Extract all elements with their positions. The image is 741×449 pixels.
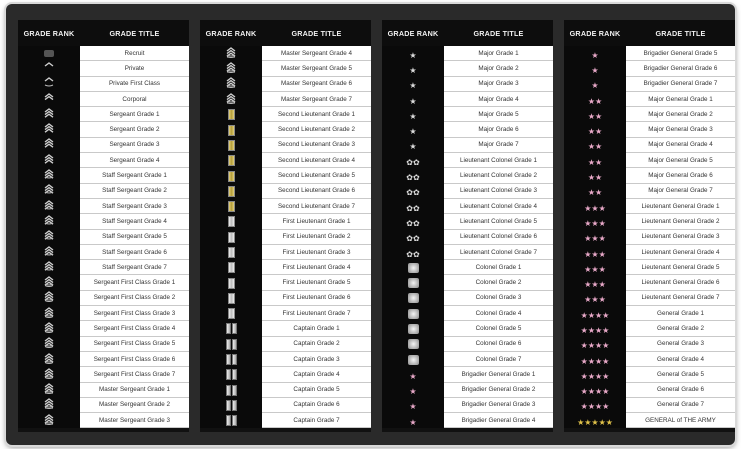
grade-title: Captain Grade 5 bbox=[262, 383, 371, 398]
single-star-icon: ★ bbox=[409, 402, 417, 412]
oak-leaf-icon: ★ bbox=[409, 81, 417, 91]
double-oak-leaf-icon: ✿✿ bbox=[406, 157, 420, 167]
grade-title-header: GRADE TITLE bbox=[291, 28, 342, 38]
grade-title-header: GRADE TITLE bbox=[473, 28, 524, 38]
grade-title: Major General Grade 5 bbox=[626, 153, 735, 168]
gold-bar-icon bbox=[228, 155, 235, 166]
grade-rank-header: GRADE RANK bbox=[569, 28, 621, 38]
four-stars-icon: ★★★★ bbox=[580, 387, 610, 397]
grade-title: First Lieutenant Grade 2 bbox=[262, 230, 371, 245]
table-row bbox=[200, 275, 371, 290]
rank-insignia bbox=[382, 321, 444, 336]
table-row bbox=[200, 306, 371, 321]
grade-title: Staff Sergeant Grade 2 bbox=[80, 184, 189, 199]
three-stars-icon: ★★★ bbox=[584, 218, 606, 228]
double-oak-leaf-icon: ✿✿ bbox=[406, 234, 420, 244]
grade-title: Staff Sergeant Grade 7 bbox=[80, 260, 189, 275]
silver-bar-icon bbox=[228, 308, 235, 319]
eagle-icon bbox=[408, 339, 419, 349]
table-row bbox=[200, 291, 371, 306]
rank-insignia bbox=[200, 138, 262, 153]
grade-title: Lieutenant Colonel Grade 6 bbox=[444, 230, 553, 245]
table-row bbox=[200, 184, 371, 199]
rank-rows bbox=[18, 46, 189, 432]
panel-header bbox=[564, 20, 735, 46]
grade-title: Master Sergeant Grade 1 bbox=[80, 383, 189, 398]
table-row bbox=[382, 398, 553, 413]
gold-bar-icon bbox=[228, 186, 235, 197]
grade-title: General Grade 4 bbox=[626, 352, 735, 367]
grade-title: Second Lieutenant Grade 7 bbox=[262, 199, 371, 214]
rank-panel-3 bbox=[382, 20, 553, 432]
panel-header bbox=[18, 20, 189, 46]
grade-title: Sergeant First Class Grade 6 bbox=[80, 352, 189, 367]
single-star-icon: ★ bbox=[591, 81, 599, 91]
oak-leaf-icon: ★ bbox=[409, 96, 417, 106]
grade-title: Brigadier General Grade 2 bbox=[444, 383, 553, 398]
table-row bbox=[200, 107, 371, 122]
grade-title: Major Grade 6 bbox=[444, 122, 553, 137]
three-stars-icon: ★★★ bbox=[584, 280, 606, 290]
grade-title: Colonel Grade 5 bbox=[444, 321, 553, 336]
grade-title: Staff Sergeant Grade 3 bbox=[80, 199, 189, 214]
table-row bbox=[382, 46, 553, 61]
grade-title: Master Sergeant Grade 2 bbox=[80, 398, 189, 413]
table-row bbox=[564, 46, 735, 61]
rank-insignia bbox=[200, 291, 262, 306]
grade-title: Staff Sergeant Grade 5 bbox=[80, 230, 189, 245]
table-row bbox=[382, 245, 553, 260]
grade-title: Major General Grade 4 bbox=[626, 138, 735, 153]
oak-leaf-icon: ★ bbox=[409, 142, 417, 152]
grade-title: Staff Sergeant Grade 4 bbox=[80, 214, 189, 229]
table-row bbox=[200, 214, 371, 229]
grade-title: Sergeant Grade 1 bbox=[80, 107, 189, 122]
rank-insignia bbox=[200, 275, 262, 290]
table-row bbox=[200, 413, 371, 428]
oak-leaf-icon: ★ bbox=[409, 111, 417, 121]
table-row bbox=[200, 122, 371, 137]
four-stars-icon: ★★★★ bbox=[580, 310, 610, 320]
table-row bbox=[564, 61, 735, 76]
grade-title: First Lieutenant Grade 1 bbox=[262, 214, 371, 229]
oak-leaf-icon: ★ bbox=[409, 65, 417, 75]
grade-title: Second Lieutenant Grade 5 bbox=[262, 168, 371, 183]
rank-insignia bbox=[200, 398, 262, 413]
rank-insignia bbox=[382, 337, 444, 352]
grade-title: Sergeant First Class Grade 2 bbox=[80, 291, 189, 306]
grade-title: Lieutenant Colonel Grade 5 bbox=[444, 214, 553, 229]
single-star-icon: ★ bbox=[409, 387, 417, 397]
two-stars-icon: ★★ bbox=[587, 142, 603, 152]
grade-title-header: GRADE TITLE bbox=[109, 28, 160, 38]
rank-insignia bbox=[200, 383, 262, 398]
grade-title: Master Sergeant Grade 3 bbox=[80, 413, 189, 428]
silver-bar-icon bbox=[228, 232, 235, 243]
grade-title: Captain Grade 2 bbox=[262, 337, 371, 352]
grade-title: Master Sergeant Grade 5 bbox=[262, 61, 371, 76]
double-bar-icon bbox=[226, 400, 237, 411]
grade-title: Lieutenant General Grade 5 bbox=[626, 260, 735, 275]
grade-title: Lieutenant General Grade 3 bbox=[626, 230, 735, 245]
rank-insignia bbox=[382, 413, 444, 428]
double-bar-icon bbox=[226, 385, 237, 396]
table-row bbox=[200, 153, 371, 168]
rank-insignia bbox=[200, 153, 262, 168]
grade-title: Captain Grade 1 bbox=[262, 321, 371, 336]
oak-leaf-icon: ★ bbox=[409, 50, 417, 60]
rank-insignia bbox=[200, 260, 262, 275]
rank-panel-4 bbox=[564, 20, 735, 432]
grade-title: General Grade 7 bbox=[626, 398, 735, 413]
grade-title: Master Sergeant Grade 4 bbox=[262, 46, 371, 61]
table-row bbox=[200, 230, 371, 245]
grade-title: Lieutenant Colonel Grade 2 bbox=[444, 168, 553, 183]
table-row bbox=[200, 245, 371, 260]
grade-title: Lieutenant General Grade 6 bbox=[626, 275, 735, 290]
silver-bar-icon bbox=[228, 278, 235, 289]
table-row bbox=[382, 321, 553, 336]
two-stars-icon: ★★ bbox=[587, 173, 603, 183]
double-oak-leaf-icon: ✿✿ bbox=[406, 188, 420, 198]
rank-insignia bbox=[382, 291, 444, 306]
rank-rows bbox=[200, 46, 371, 432]
grade-title: General Grade 5 bbox=[626, 367, 735, 382]
table-row bbox=[200, 337, 371, 352]
grade-title: Lieutenant General Grade 7 bbox=[626, 291, 735, 306]
grade-title: Lieutenant General Grade 1 bbox=[626, 199, 735, 214]
three-stars-icon: ★★★ bbox=[584, 249, 606, 259]
oak-leaf-icon: ★ bbox=[409, 127, 417, 137]
grade-title: Private bbox=[80, 61, 189, 76]
grade-title: Lieutenant General Grade 4 bbox=[626, 245, 735, 260]
rank-insignia bbox=[200, 92, 262, 107]
eagle-icon bbox=[408, 309, 419, 319]
rank-panels bbox=[18, 20, 735, 432]
table-row bbox=[200, 398, 371, 413]
table-row bbox=[382, 352, 553, 367]
grade-title: Second Lieutenant Grade 6 bbox=[262, 184, 371, 199]
grade-title: Major General Grade 3 bbox=[626, 122, 735, 137]
grade-title: Sergeant First Class Grade 3 bbox=[80, 306, 189, 321]
grade-title: Private First Class bbox=[80, 77, 189, 92]
grade-title: Staff Sergeant Grade 1 bbox=[80, 168, 189, 183]
grade-title: Major Grade 4 bbox=[444, 92, 553, 107]
grade-title: Lieutenant General Grade 2 bbox=[626, 214, 735, 229]
eagle-icon bbox=[408, 293, 419, 303]
single-star-icon: ★ bbox=[409, 417, 417, 427]
rank-insignia bbox=[200, 107, 262, 122]
grade-title: General Grade 2 bbox=[626, 321, 735, 336]
grade-title: Corporal bbox=[80, 92, 189, 107]
table-row bbox=[382, 77, 553, 92]
rank-rows bbox=[382, 46, 553, 432]
two-stars-icon: ★★ bbox=[587, 96, 603, 106]
grade-title: Captain Grade 7 bbox=[262, 413, 371, 428]
table-row bbox=[200, 199, 371, 214]
double-oak-leaf-icon: ✿✿ bbox=[406, 218, 420, 228]
silver-bar-icon bbox=[228, 293, 235, 304]
double-oak-leaf-icon: ✿✿ bbox=[406, 173, 420, 183]
table-row bbox=[382, 92, 553, 107]
gold-bar-icon bbox=[228, 171, 235, 182]
three-stars-icon: ★★★ bbox=[584, 203, 606, 213]
table-row bbox=[382, 275, 553, 290]
four-stars-icon: ★★★★ bbox=[580, 341, 610, 351]
grade-title: Colonel Grade 4 bbox=[444, 306, 553, 321]
grade-title: Brigadier General Grade 1 bbox=[444, 367, 553, 382]
table-row bbox=[200, 168, 371, 183]
grade-title: Sergeant Grade 4 bbox=[80, 153, 189, 168]
eagle-icon bbox=[408, 324, 419, 334]
grade-rank-header: GRADE RANK bbox=[23, 28, 75, 38]
rank-panel-2 bbox=[200, 20, 371, 432]
table-row bbox=[382, 367, 553, 382]
table-row bbox=[200, 383, 371, 398]
two-stars-icon: ★★ bbox=[587, 157, 603, 167]
rank-insignia bbox=[200, 321, 262, 336]
table-row bbox=[382, 61, 553, 76]
double-bar-icon bbox=[226, 369, 237, 380]
grade-title: Captain Grade 6 bbox=[262, 398, 371, 413]
grade-title: General Grade 6 bbox=[626, 383, 735, 398]
grade-title: Brigadier General Grade 5 bbox=[626, 46, 735, 61]
table-row bbox=[18, 413, 189, 428]
grade-title: Sergeant First Class Grade 4 bbox=[80, 321, 189, 336]
grade-title: Second Lieutenant Grade 1 bbox=[262, 107, 371, 122]
grade-title-header: GRADE TITLE bbox=[655, 28, 706, 38]
panel-header bbox=[382, 20, 553, 46]
double-bar-icon bbox=[226, 354, 237, 365]
table-row bbox=[200, 138, 371, 153]
grade-title: Colonel Grade 3 bbox=[444, 291, 553, 306]
grade-title: General Grade 1 bbox=[626, 306, 735, 321]
rank-insignia bbox=[18, 413, 80, 428]
grade-title: Major General Grade 1 bbox=[626, 92, 735, 107]
four-stars-icon: ★★★★ bbox=[580, 326, 610, 335]
grade-title: First Lieutenant Grade 4 bbox=[262, 260, 371, 275]
grade-title: Lieutenant Colonel Grade 4 bbox=[444, 199, 553, 214]
grade-title: First Lieutenant Grade 7 bbox=[262, 306, 371, 321]
two-stars-icon: ★★ bbox=[587, 188, 603, 198]
grade-title: Major Grade 5 bbox=[444, 107, 553, 122]
three-stars-icon: ★★★ bbox=[584, 295, 606, 305]
rank-insignia bbox=[200, 245, 262, 260]
grade-title: Colonel Grade 7 bbox=[444, 352, 553, 367]
rank-insignia bbox=[382, 260, 444, 275]
table-row bbox=[382, 337, 553, 352]
grade-title: Brigadier General Grade 7 bbox=[626, 77, 735, 92]
grade-title: Brigadier General Grade 4 bbox=[444, 413, 553, 428]
grade-title: Major Grade 3 bbox=[444, 77, 553, 92]
table-row bbox=[382, 306, 553, 321]
table-row bbox=[564, 413, 735, 428]
table-row bbox=[200, 92, 371, 107]
grade-title: Staff Sergeant Grade 6 bbox=[80, 245, 189, 260]
table-row bbox=[200, 367, 371, 382]
gold-bar-icon bbox=[228, 109, 235, 120]
eagle-icon bbox=[408, 263, 419, 273]
rank-insignia bbox=[200, 367, 262, 382]
grade-title: General Grade 3 bbox=[626, 337, 735, 352]
gold-bar-icon bbox=[228, 201, 235, 212]
rank-insignia bbox=[200, 184, 262, 199]
grade-title: Major General Grade 6 bbox=[626, 168, 735, 183]
grade-title: Lieutenant Colonel Grade 1 bbox=[444, 153, 553, 168]
table-row bbox=[382, 413, 553, 428]
single-star-icon: ★ bbox=[409, 371, 417, 381]
table-row bbox=[382, 260, 553, 275]
four-stars-icon: ★★★★ bbox=[580, 371, 610, 381]
grade-title: First Lieutenant Grade 6 bbox=[262, 291, 371, 306]
three-stars-icon: ★★★ bbox=[584, 234, 606, 244]
grade-rank-header: GRADE RANK bbox=[205, 28, 257, 38]
eagle-icon bbox=[408, 278, 419, 288]
grade-title: Sergeant First Class Grade 7 bbox=[80, 367, 189, 382]
rank-rows bbox=[564, 46, 735, 432]
two-stars-icon: ★★ bbox=[587, 111, 603, 121]
blank-patch-icon bbox=[44, 50, 54, 57]
grade-title: Major Grade 7 bbox=[444, 138, 553, 153]
double-oak-leaf-icon: ✿✿ bbox=[406, 249, 420, 259]
rank-insignia bbox=[200, 337, 262, 352]
grade-title: Colonel Grade 6 bbox=[444, 337, 553, 352]
grade-title: Second Lieutenant Grade 4 bbox=[262, 153, 371, 168]
rank-insignia bbox=[200, 122, 262, 137]
grade-title: Master Sergeant Grade 6 bbox=[262, 77, 371, 92]
master-sergeant-icon bbox=[225, 91, 237, 109]
double-oak-leaf-icon: ✿✿ bbox=[406, 203, 420, 213]
table-row bbox=[382, 383, 553, 398]
rank-chart-frame bbox=[6, 4, 735, 445]
two-stars-icon: ★★ bbox=[587, 127, 603, 137]
grade-title: First Lieutenant Grade 3 bbox=[262, 245, 371, 260]
table-row bbox=[382, 122, 553, 137]
grade-title: Second Lieutenant Grade 2 bbox=[262, 122, 371, 137]
grade-title: Sergeant Grade 3 bbox=[80, 138, 189, 153]
four-stars-icon: ★★★★ bbox=[580, 402, 610, 412]
rank-insignia bbox=[382, 245, 444, 260]
grade-title: Sergeant Grade 2 bbox=[80, 122, 189, 137]
grade-title: Colonel Grade 1 bbox=[444, 260, 553, 275]
grade-title: Colonel Grade 2 bbox=[444, 275, 553, 290]
rank-insignia bbox=[200, 352, 262, 367]
table-row bbox=[382, 291, 553, 306]
grade-title: GENERAL of THE ARMY bbox=[626, 413, 735, 428]
five-stars-icon: ★★★★★ bbox=[577, 417, 613, 427]
grade-title: Captain Grade 4 bbox=[262, 367, 371, 382]
rank-insignia bbox=[200, 230, 262, 245]
grade-title: Captain Grade 3 bbox=[262, 352, 371, 367]
grade-title: Second Lieutenant Grade 3 bbox=[262, 138, 371, 153]
grade-title: Master Sergeant Grade 7 bbox=[262, 92, 371, 107]
silver-bar-icon bbox=[228, 247, 235, 258]
rank-insignia bbox=[200, 214, 262, 229]
three-stars-icon: ★★★ bbox=[584, 264, 606, 274]
rank-insignia bbox=[200, 413, 262, 428]
double-bar-icon bbox=[226, 323, 237, 334]
rank-insignia bbox=[564, 413, 626, 428]
gold-bar-icon bbox=[228, 125, 235, 136]
rank-panel-1 bbox=[18, 20, 189, 432]
grade-title: Brigadier General Grade 6 bbox=[626, 61, 735, 76]
double-bar-icon bbox=[226, 339, 237, 350]
grade-title: First Lieutenant Grade 5 bbox=[262, 275, 371, 290]
single-star-icon: ★ bbox=[591, 65, 599, 75]
double-bar-icon bbox=[226, 415, 237, 426]
grade-title: Lieutenant Colonel Grade 3 bbox=[444, 184, 553, 199]
grade-title: Recruit bbox=[80, 46, 189, 61]
rank-insignia bbox=[200, 168, 262, 183]
grade-title: Lieutenant Colonel Grade 7 bbox=[444, 245, 553, 260]
table-row bbox=[200, 260, 371, 275]
grade-title: Major General Grade 2 bbox=[626, 107, 735, 122]
grade-title: Major Grade 2 bbox=[444, 61, 553, 76]
four-stars-icon: ★★★★ bbox=[580, 356, 610, 366]
grade-title: Sergeant First Class Grade 1 bbox=[80, 275, 189, 290]
table-row bbox=[200, 321, 371, 336]
table-row bbox=[382, 107, 553, 122]
eagle-icon bbox=[408, 355, 419, 365]
table-row bbox=[200, 352, 371, 367]
grade-title: Major General Grade 7 bbox=[626, 184, 735, 199]
grade-title: Major Grade 1 bbox=[444, 46, 553, 61]
single-star-icon: ★ bbox=[591, 50, 599, 60]
rank-insignia bbox=[200, 306, 262, 321]
silver-bar-icon bbox=[228, 216, 235, 227]
panel-header bbox=[200, 20, 371, 46]
rank-insignia bbox=[200, 199, 262, 214]
silver-bar-icon bbox=[228, 262, 235, 273]
grade-title: Brigadier General Grade 3 bbox=[444, 398, 553, 413]
master-sergeant-icon bbox=[43, 412, 55, 430]
rank-insignia bbox=[382, 306, 444, 321]
gold-bar-icon bbox=[228, 140, 235, 151]
grade-title: Sergeant First Class Grade 5 bbox=[80, 337, 189, 352]
rank-insignia bbox=[382, 275, 444, 290]
grade-rank-header: GRADE RANK bbox=[387, 28, 439, 38]
